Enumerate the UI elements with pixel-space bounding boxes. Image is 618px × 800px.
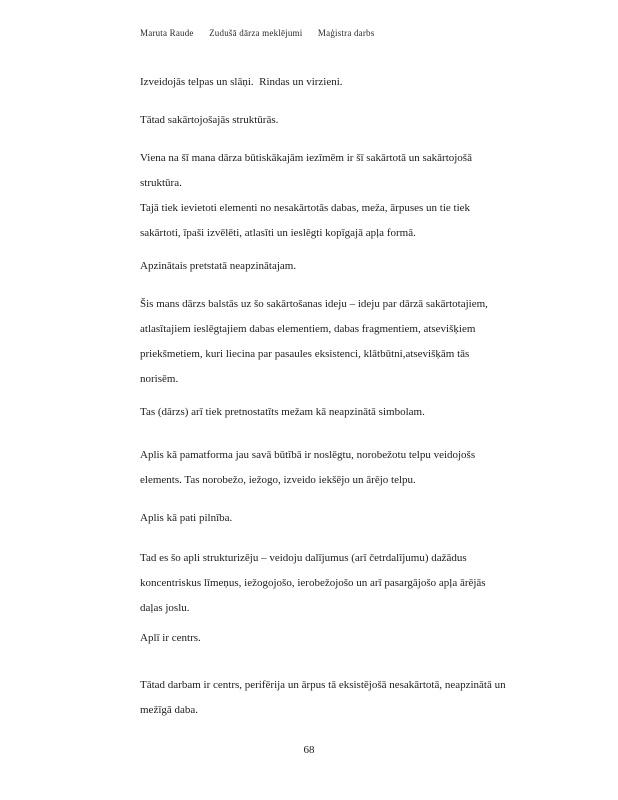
paragraph [140, 108, 532, 133]
paragraph [140, 443, 532, 493]
text-line: Apzinātais pretstatā neapzinātajam. [140, 260, 297, 272]
paragraph [140, 626, 532, 651]
text-line: Tātad sakārtojošajās struktūrās. [140, 114, 279, 126]
text-line: Aplis kā pati pilnība. [140, 512, 233, 524]
text-line: priekšmetiem, kuri liecina par pasaules eksistenci, klātbūtni,atsevišķām tās [140, 348, 470, 360]
paragraph [140, 506, 532, 531]
running-header [140, 28, 374, 38]
text-line: Tajā tiek ievietoti elementi no nesakārtotās dabas, meža, ārpuses un tie tiek [140, 202, 471, 214]
text-line: daļas joslu. [140, 602, 190, 614]
text-line: atlasītajiem ieslēgtajiem dabas elementiem, dabas fragmentiem, atsevišķiem [140, 323, 476, 335]
paragraph [140, 292, 532, 392]
paragraph [140, 196, 532, 246]
paragraph [140, 546, 532, 621]
text-line: Aplis kā pamatforma jau savā būtībā ir noslēgtu, norobežotu telpu veidojošs [140, 449, 476, 461]
text-line: struktūra. [140, 177, 182, 189]
text-line: Šis mans dārzs balstās uz šo sakārtošanas ideju – ideju par dārzā sakārtotajiem, [140, 298, 488, 310]
text-line: Tad es šo apli strukturizēju – veidoju dalījumus (arī četrdalījumu) dažādus [140, 552, 467, 564]
header-author: Maruta Raude [140, 28, 194, 38]
text-line: Izveidojās telpas un slāņi. Rindas un virzieni. [140, 76, 343, 88]
document-body [140, 70, 532, 723]
text-line: Aplī ir centrs. [140, 632, 201, 644]
text-line: mežīgā daba. [140, 704, 199, 716]
paragraph [140, 400, 532, 425]
page-footer [0, 744, 618, 756]
header-doctype: Maģistra darbs [317, 28, 375, 38]
text-line: elements. Tas norobežo, iežogo, izveido iekšējo un ārējo telpu. [140, 474, 416, 486]
paragraph [140, 673, 532, 723]
text-line: Tas (dārzs) arī tiek pretnostatīts mežam kā neapzinātā simbolam. [140, 406, 425, 418]
text-line: koncentriskus līmeņus, iežogojošo, ierobežojošo un arī pasargājošo apļa ārējās [140, 577, 486, 589]
text-line: Tātad darbam ir centrs, perifērija un ārpus tā eksistējošā nesakārtotā, neapzinātā un [140, 679, 506, 691]
paragraph [140, 146, 532, 196]
paragraph [140, 254, 532, 279]
paragraph [140, 70, 532, 95]
text-line: Viena na šī mana dārza būtiskākajām iezīmēm ir šī sakārtotā un sakārtojošā [140, 152, 472, 164]
text-line: norisēm. [140, 373, 179, 385]
header-title: Zudušā dārza meklējumi [209, 28, 303, 38]
text-line: sakārtoti, īpaši izvēlēti, atlasīti un ieslēgti kopīgajā apļa formā. [140, 227, 416, 239]
page-number: 68 [303, 744, 315, 756]
